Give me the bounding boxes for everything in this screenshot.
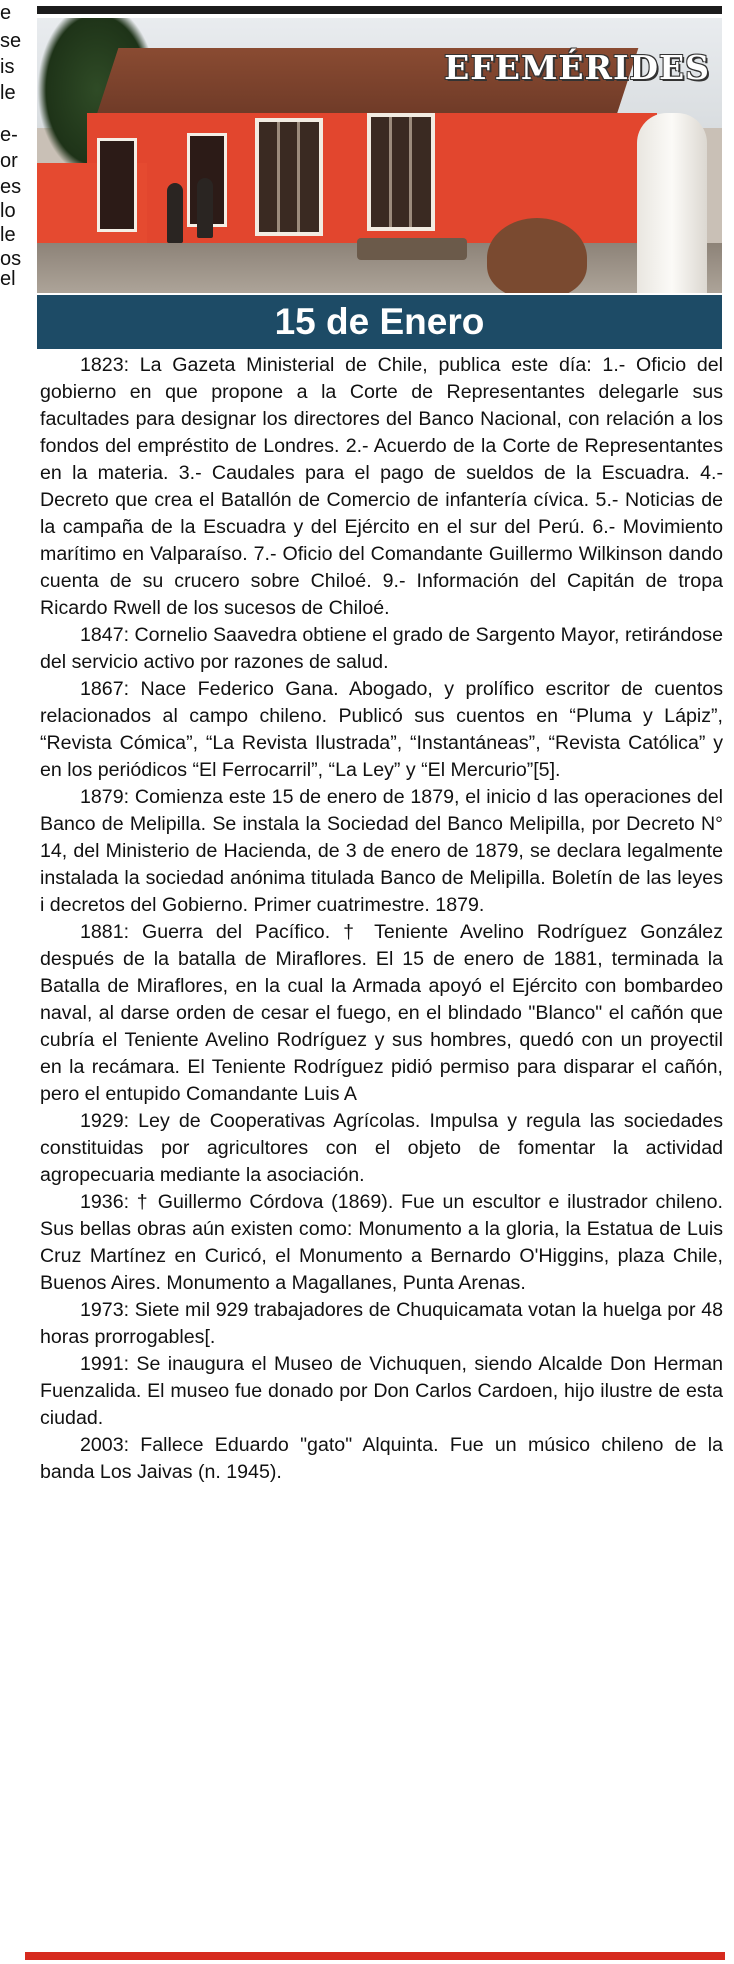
date-heading: 15 de Enero <box>274 301 485 342</box>
top-rule <box>37 6 722 14</box>
entry-paragraph: 1847: Cornelio Saavedra obtiene el grado de Sargento Mayor, retirándose del servicio activo por razones de salud. <box>40 624 723 673</box>
entry-paragraph: 1991: Se inaugura el Museo de Vichuquen, siendo Alcalde Don Herman Fuenzalida. El museo fue donado por Don Carlos Cardoen, hijo ilustre de esta ciudad. <box>40 1353 723 1429</box>
person <box>197 178 213 238</box>
entry-paragraph: 1881: Guerra del Pacífico. † Teniente Avelino Rodríguez González después de la batalla de Miraflores. El 15 de enero de 1881, terminada la Batalla de Miraflores, en la cual la Armada apoyó el Ejército con bombardeo naval, al darse orden de cesar el fuego, en el blindado "Blanco" el cañón que cubría el Teniente Avelino Rodríguez y sus hombres, quedó con un proyectil en la recámara. El Teniente Rodríguez pidió permiso para disparar el cañón, pero el entupido Comandante Luis A <box>40 921 723 1105</box>
article-body <box>40 352 723 1486</box>
fragment: le <box>0 224 16 246</box>
entry-paragraph: 1823: La Gazeta Ministerial de Chile, publica este día: 1.- Oficio del gobierno en que propone a la Corte de Representantes delegarle sus facultades para designar los directores del Banco Nacional, con relación a los fondos del empréstito de Londres. 2.- Acuerdo de la Corte de Representantes en la materia. 3.- Caudales para el pago de sueldos de la Escuadra. 4.- Decreto que crea el Batallón de Comercio de infantería cívica. 5.- Noticias de la campaña de la Escuadra y del Ejército en el sur del Perú. 6.- Movimiento marítimo en Valparaíso. 7.- Oficio del Comandante Guillermo Wilkinson dando cuenta de su crucero sobre Chiloé. 9.- Información del Capitán de tropa Ricardo Rwell de los sucesos de Chiloé. <box>40 354 723 619</box>
entry-paragraph: 1929: Ley de Cooperativas Agrícolas. Impulsa y regula las sociedades constituidas por agricultores con el objeto de fomentar la actividad agropecuaria mediante la asociación. <box>40 1110 723 1186</box>
fragment: is <box>0 56 15 78</box>
fragment: or <box>0 150 18 172</box>
header-photo <box>37 18 722 293</box>
fragment: el <box>0 268 16 290</box>
date-heading-bar <box>37 295 722 349</box>
fragment: le <box>0 82 16 104</box>
entry-paragraph: 1867: Nace Federico Gana. Abogado, y prolífico escritor de cuentos relacionados al campo chileno. Publicó sus cuentos en “Pluma y Lápiz”, “Revista Cómica”, “La Revista Ilustrada”, “Instantáneas”, “Revista Católica” y en los periódicos “El Ferrocarril”, “La Ley” y “El Mercurio”[5]. <box>40 678 723 781</box>
fragment: os <box>0 248 22 270</box>
entry-paragraph: 1879: Comienza este 15 de enero de 1879, el inicio d las operaciones del Banco de Melipilla. Se instala la Sociedad del Banco Melipilla, por Decreto N° 14, del Ministerio de Hacienda, de 3 de enero de 1879, se declara legalmente instalada la sociedad anónima titulada Banco de Melipilla. Boletín de las leyes i decretos del Gobierno. Primer cuatrimestre. 1879. <box>40 786 723 916</box>
fragment: e- <box>0 124 18 146</box>
bottom-rule <box>25 1952 725 1960</box>
fragment: e <box>0 2 12 24</box>
entry-paragraph: 2003: Fallece Eduardo "gato" Alquinta. Fue un músico chileno de la banda Los Jaivas (n. 1945). <box>40 1434 723 1483</box>
door <box>97 138 137 232</box>
entry-paragraph: 1936: † Guillermo Córdova (1869). Fue un escultor e ilustrador chileno. Sus bellas obras aún existen como: Monumento a la gloria, la Estatua de Luis Cruz Martínez en Curicó, el Monumento a Bernardo O'Higgins, plaza Chile, Buenos Aires. Monumento a Magallanes, Punta Arenas. <box>40 1191 723 1294</box>
white-column <box>637 113 707 293</box>
fragment: se <box>0 30 22 52</box>
fragment: es <box>0 176 22 198</box>
window <box>367 113 435 231</box>
bench <box>357 238 467 260</box>
entry-paragraph: 1973: Siete mil 929 trabajadores de Chuquicamata votan la huelga por 48 horas prorrogables[. <box>40 1299 723 1348</box>
section-title: EFEMÉRIDES <box>444 48 710 87</box>
person <box>167 183 183 243</box>
window <box>255 118 323 236</box>
clay-pot <box>487 218 587 293</box>
fragment: lo <box>0 200 16 222</box>
